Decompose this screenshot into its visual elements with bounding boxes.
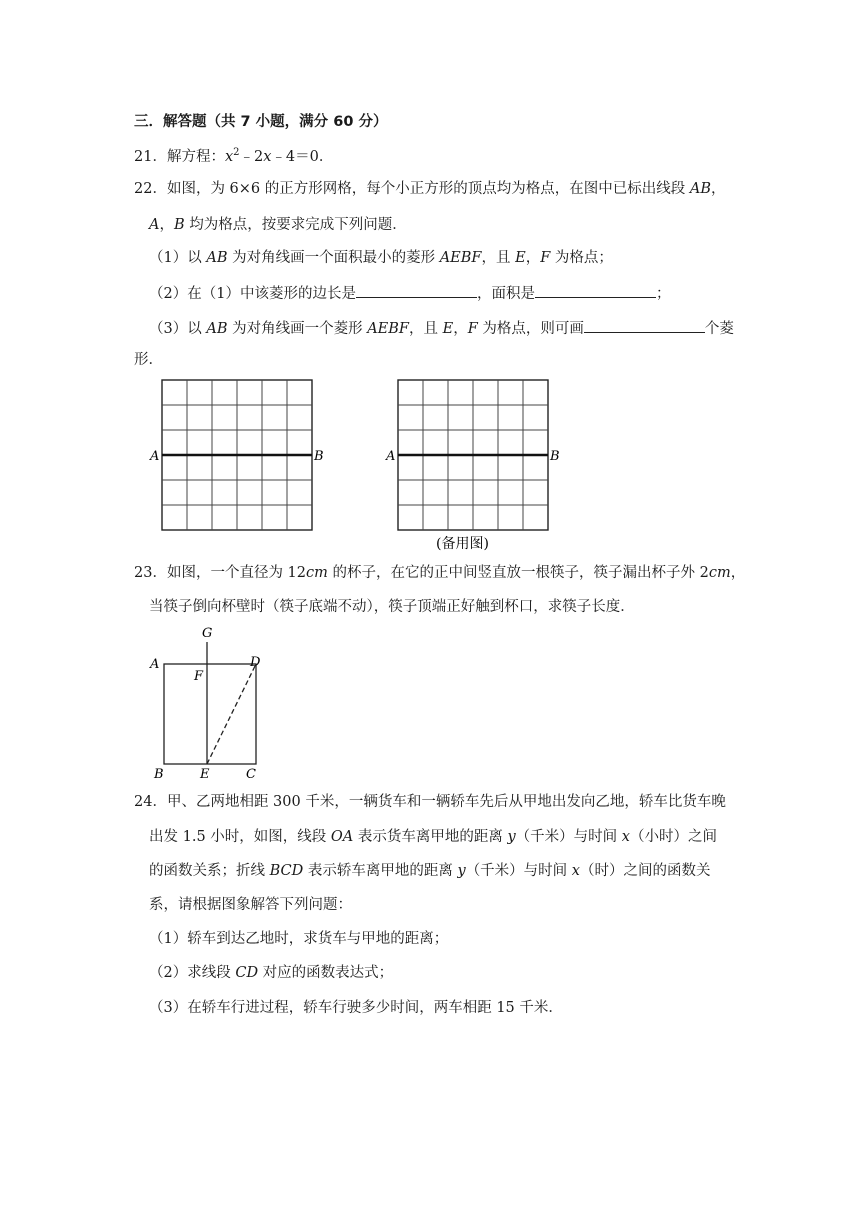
p3-mid2: ，且 (408, 321, 443, 337)
question-22-line2 (149, 215, 407, 235)
q24-y2: y (457, 863, 466, 879)
q22-comma: ， (711, 181, 726, 197)
p2-end: ； (655, 286, 671, 302)
q24-p2-a: （2）求线段 (149, 965, 236, 981)
p3-e: E (442, 321, 454, 337)
p1-aebf: AEBF (439, 250, 482, 266)
q22-var-b: B (173, 217, 185, 233)
question-24-part1: （1）轿车到达乙地时，求货车与甲地的距离； (149, 931, 449, 947)
q22-var-a: A (149, 217, 160, 233)
label-a: A (150, 657, 160, 672)
q24-l2-b: 表示货车离甲地的距离 (353, 829, 508, 845)
q24-l3-b: 表示轿车离甲地的距离 (303, 863, 458, 879)
p3-aebf: AEBF (367, 321, 409, 337)
p1-sep: ， (525, 250, 541, 266)
label-g: G (202, 626, 213, 641)
p3-pre: （3）以 (149, 321, 207, 337)
q24-l2-d: （小时）之间 (629, 829, 717, 845)
question-23-line2: 当筷子倒向杯壁时（筷子底端不动），筷子顶端正好触到杯口，求筷子长度． (149, 599, 635, 615)
backup-label-b: B (550, 449, 560, 464)
answer-blank-area[interactable] (535, 283, 656, 298)
q22-sep: ， (159, 217, 174, 233)
p1-end: 为格点； (550, 250, 613, 266)
q22-text: 如图，为 6×6 的正方形网格，每个小正方形的顶点均为格点，在图中已标出线段 (166, 181, 686, 197)
p3-mid3: 为格点，则可画 (477, 321, 584, 337)
q21-number: 21． (134, 148, 167, 165)
cup-chopstick-figure (146, 622, 266, 782)
q24-bcd: BCD (269, 863, 304, 879)
q23-t2: 的杯子，在它的正中间竖直放一根筷子，筷子漏出杯子外 2 (327, 565, 709, 581)
p3-f: F (467, 321, 478, 337)
q24-l2-c: （千米）与时间 (515, 829, 622, 845)
q23-unit1: cm (306, 565, 328, 581)
label-e: E (200, 767, 210, 782)
backup-label-a: A (386, 449, 396, 464)
section-heading: 三．解答题（共 7 小题，满分 60 分） (134, 114, 388, 130)
q24-y: y (507, 829, 516, 845)
q24-l3-a: 的函数关系；折线 (149, 863, 270, 879)
question-22-part3 (149, 318, 734, 339)
q23-t3: ， (730, 565, 746, 581)
q24-cd: CD (235, 965, 259, 981)
question-24-part2 (149, 963, 393, 983)
tilted-chopstick-line (207, 664, 256, 764)
p1-mid2: ，且 (481, 250, 516, 266)
q24-number: 24． (134, 794, 167, 810)
rhombus-grid-figure (148, 376, 338, 536)
p3-ab: AB (206, 321, 228, 337)
grid-label-b: B (314, 449, 324, 464)
q21-eq-end: ﹣4＝0． (271, 148, 334, 165)
q24-l3-d: （时）之间的函数关 (579, 863, 711, 879)
p1-pre: （1）以 (149, 250, 207, 266)
answer-blank-side-length[interactable] (356, 283, 477, 298)
p1-e: E (515, 250, 526, 266)
grid-label-a: A (150, 449, 160, 464)
q23-unit2: cm (708, 565, 731, 581)
question-22-part3-cont: 形． (134, 352, 163, 368)
question-22-part1 (149, 248, 613, 268)
q21-exponent: 2 (233, 147, 240, 158)
q24-oa: OA (330, 829, 354, 845)
q21-var-x2: x (263, 148, 272, 165)
backup-grid-figure (384, 376, 574, 552)
p1-f: F (540, 250, 551, 266)
label-b: B (154, 767, 164, 782)
p3-mid: 为对角线画一个菱形 (227, 321, 368, 337)
p3-end: 个菱 (704, 321, 734, 337)
q22-text2: 均为格点，按要求完成下列问题． (184, 217, 407, 233)
cup-outline (164, 664, 256, 764)
q24-x2: x (571, 863, 580, 879)
question-24-part3: （3）在轿车行进过程，轿车行驶多少时间，两车相距 15 千米． (149, 1000, 563, 1016)
q24-p2-b: 对应的函数表达式； (258, 965, 394, 981)
p1-mid: 为对角线画一个面积最小的菱形 (227, 250, 440, 266)
p2-pre: （2）在（1）中该菱形的边长是 (149, 286, 356, 302)
label-d: D (250, 655, 261, 670)
backup-caption: (备用图) (436, 536, 489, 552)
question-22-part2 (149, 283, 670, 304)
q21-text: 解方程： (166, 148, 225, 165)
q21-eq-mid: ﹣2 (239, 148, 264, 165)
label-f: F (194, 669, 204, 684)
q22-var-ab: AB (689, 181, 712, 197)
q24-l3-c: （千米）与时间 (465, 863, 572, 879)
p3-sep: ， (453, 321, 468, 337)
question-24-line1 (134, 792, 726, 812)
question-24-line2 (149, 827, 717, 847)
q24-line1-text: 甲、乙两地相距 300 千米，一辆货车和一辆轿车先后从甲地出发向乙地，轿车比货车晚 (166, 794, 726, 810)
question-24-line3 (149, 861, 710, 881)
q23-t1: 如图，一个直径为 12 (166, 565, 307, 581)
q24-l2-a: 出发 1.5 小时，如图，线段 (149, 829, 331, 845)
q22-number: 22． (134, 181, 167, 197)
question-22-line1 (134, 179, 726, 199)
label-c: C (246, 767, 256, 782)
answer-blank-count[interactable] (584, 318, 705, 333)
q21-var-x: x (224, 148, 234, 165)
question-23-line1 (134, 563, 745, 583)
q24-x: x (621, 829, 630, 845)
p2-mid: ，面积是 (476, 286, 535, 302)
q23-number: 23． (134, 565, 167, 581)
question-24-line4: 系，请根据图象解答下列问题： (149, 897, 352, 913)
p1-ab: AB (206, 250, 228, 266)
question-21 (134, 143, 333, 167)
